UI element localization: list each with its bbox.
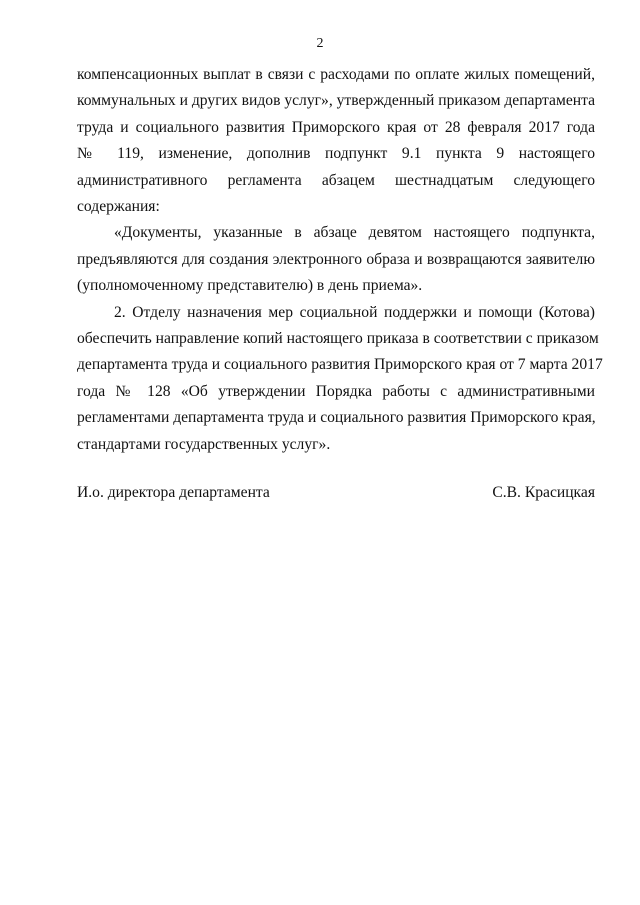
text-line: содержания:	[77, 198, 160, 216]
text-line: 2. Отделу назначения мер социальной поддержки и помощи (Котова)	[114, 303, 595, 321]
text-line: регламентами департамента труда и социального развития Приморского края,	[77, 409, 596, 427]
text-line: департамента труда и социального развития Приморского края от 7 марта 2017	[77, 356, 603, 374]
text-line: коммунальных и других видов услуг», утвержденный приказом департамента	[77, 92, 596, 110]
signatory-name: С.В. Красицкая	[492, 484, 595, 501]
text-line: компенсационных выплат в связи с расходами по оплате жилых помещений,	[77, 66, 595, 83]
text-line: № 119, изменение, дополнив подпункт 9.1 пункта 9 настоящего	[77, 145, 595, 163]
page-number: 2	[316, 36, 324, 51]
text-line: труда и социального развития Приморского края от 28 февраля 2017 года	[77, 118, 595, 136]
text-line: (уполномоченному представителю) в день приема».	[77, 277, 423, 295]
paragraph-item-2	[77, 300, 603, 458]
text-line: года № 128 «Об утверждении Порядка работы с административными	[77, 382, 595, 400]
signatory-position: И.о. директора департамента	[77, 484, 270, 501]
signature-block	[77, 484, 595, 510]
paragraph-quote	[77, 220, 595, 299]
text-line: обеспечить направление копий настоящего приказа в соответствии с приказом	[77, 330, 599, 348]
text-line: «Документы, указанные в абзаце девятом настоящего подпункта,	[114, 224, 595, 242]
document-body	[77, 62, 603, 458]
text-line: стандартами государственных услуг».	[77, 435, 331, 453]
paragraph-amendment	[77, 62, 595, 220]
text-line: административного регламента абзацем шестнадцатым следующего	[77, 171, 595, 189]
text-line: предъявляются для создания электронного образа и возвращаются заявителю	[77, 250, 595, 268]
